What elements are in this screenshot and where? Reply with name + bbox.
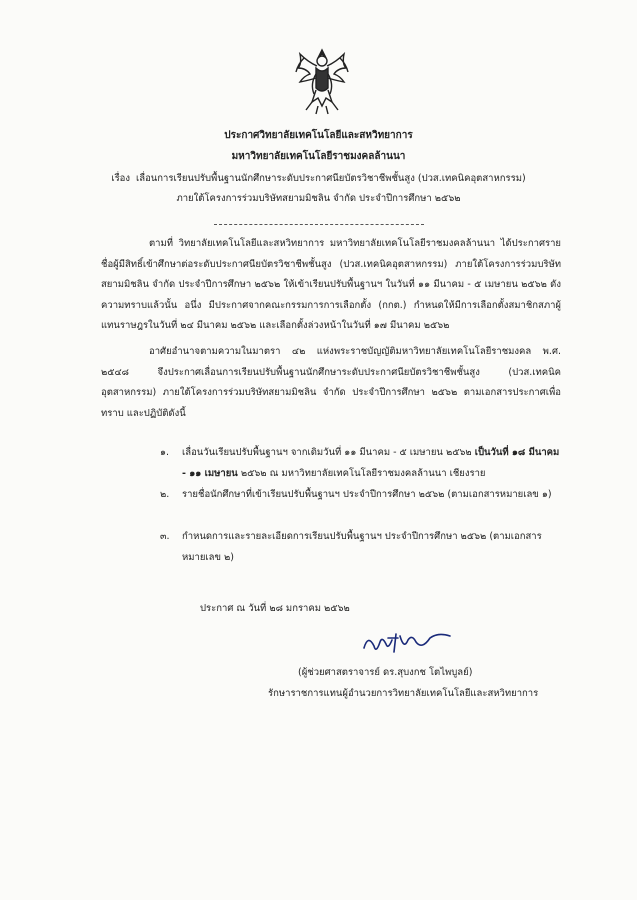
title-faculty: ประกาศวิทยาลัยเทคโนโลยีและสหวิทยาการ bbox=[224, 130, 413, 141]
list-item-text: กำหนดการและรายละเอียดการเรียนปรับพื้นฐานฯ ประจำปีการศึกษา ๒๕๖๒ (ตามเอกสารหมายเลข ๒) bbox=[182, 531, 542, 563]
paragraph-1-text: ตามที่ วิทยาลัยเทคโนโลยีและสหวิทยาการ มหาวิทยาลัยเทคโนโลยีราชมงคลล้านนา ได้ประกาศรายชื่อผู้มีสิทธิ์เข้าศึกษาต่อระดับประกาศนียบัตรวิชาชีพชั้นสูง (ปวส.เทคนิคอุตสาหกรรม) ภายใต้โครงการร่วมบริษัทสยามมิชลิน จำกัด ประจำปีการศึกษา ๒๕๖๒ ให้เข้าเรียนปรับพื้นฐานฯ ในวันที่ ๑๑ มีนาคม - ๕ เมษายน ๒๕๖๒ ดังความทราบแล้วนั้น อนึ่ง มีประกาศจากคณะกรรมการการเลือกตั้ง (กกต.) กำหนดให้มีการเลือกตั้งสมาชิกสภาผู้แทนราษฎรในวันที่ ๒๔ มีนาคม ๒๕๖๒ และเลือกตั้งล่วงหน้าในวันที่ ๑๗ มีนาคม ๒๕๖๒ bbox=[101, 238, 561, 331]
list-item-text-bold: เป็นวันที่ ๑๘ มีนาคม - ๑๑ เมษายน bbox=[182, 447, 560, 479]
title-university: มหาวิทยาลัยเทคโนโลยีราชมงคลล้านนา bbox=[231, 151, 406, 162]
list-item bbox=[160, 527, 561, 568]
paragraph-1 bbox=[101, 234, 561, 337]
list-item-text bbox=[182, 443, 561, 484]
announcement-date: ประกาศ ณ วันที่ ๒๘ มกราคม ๒๕๖๒ bbox=[200, 603, 350, 614]
handwritten-signature-icon bbox=[358, 628, 458, 660]
signer-position: รักษาราชการแทนผู้อำนวยการวิทยาลัยเทคโนโลยีและสหวิทยาการ bbox=[268, 688, 539, 699]
list-item-number: ๒. bbox=[160, 489, 170, 500]
paragraph-2 bbox=[101, 342, 561, 424]
list-item-number: ๑. bbox=[160, 447, 170, 458]
list-item bbox=[160, 443, 561, 484]
subject-label: เรื่อง bbox=[111, 173, 131, 184]
divider bbox=[214, 224, 424, 225]
list-item-text-c: ๒๕๖๒ ณ มหาวิทยาลัยเทคโนโลยีราชมงคลล้านนา เชียงราย bbox=[240, 467, 486, 479]
garuda-emblem-icon bbox=[290, 44, 354, 118]
paragraph-2-text: อาศัยอำนาจตามความในมาตรา ๔๒ แห่งพระราชบัญญัติมหาวิทยาลัยเทคโนโลยีราชมงคล พ.ศ. ๒๕๔๘ จึงประกาศเลื่อนการเรียนปรับพื้นฐานนักศึกษาระดับประกาศนียบัตรวิชาชีพชั้นสูง (ปวส.เทคนิคอุตสาหกรรม) ภายใต้โครงการร่วมบริษัทสยามมิชลิน จำกัด ประจำปีการศึกษา ๒๕๖๒ ตามเอกสารประกาศเพื่อทราบ และปฏิบัติดังนี้ bbox=[101, 346, 561, 419]
list-item-text-a: เลื่อนวันเรียนปรับพื้นฐานฯ จากเดิมวันที่ ๑๑ มีนาคม - ๕ เมษายน ๒๕๖๒ bbox=[182, 447, 472, 458]
subject-line-1 bbox=[0, 172, 637, 185]
list-item-text: รายชื่อนักศึกษาที่เข้าเรียนปรับพื้นฐานฯ ประจำปีการศึกษา ๒๕๖๒ (ตามเอกสารหมายเลข ๑) bbox=[182, 489, 552, 500]
subject-text-1: เลื่อนการเรียนปรับพื้นฐานนักศึกษาระดับประกาศนียบัตรวิชาชีพชั้นสูง (ปวส.เทคนิคอุตสาหกรรม) bbox=[136, 173, 526, 184]
signer-name: (ผู้ช่วยศาสตราจารย์ ดร.สุบงกช โตไพบูลย์) bbox=[298, 667, 473, 678]
subject-line-2: ภายใต้โครงการร่วมบริษัทสยามมิชลิน จำกัด ประจำปีการศึกษา ๒๕๖๒ bbox=[176, 193, 461, 204]
list-item bbox=[160, 485, 561, 506]
list-item-number: ๓. bbox=[160, 531, 170, 542]
